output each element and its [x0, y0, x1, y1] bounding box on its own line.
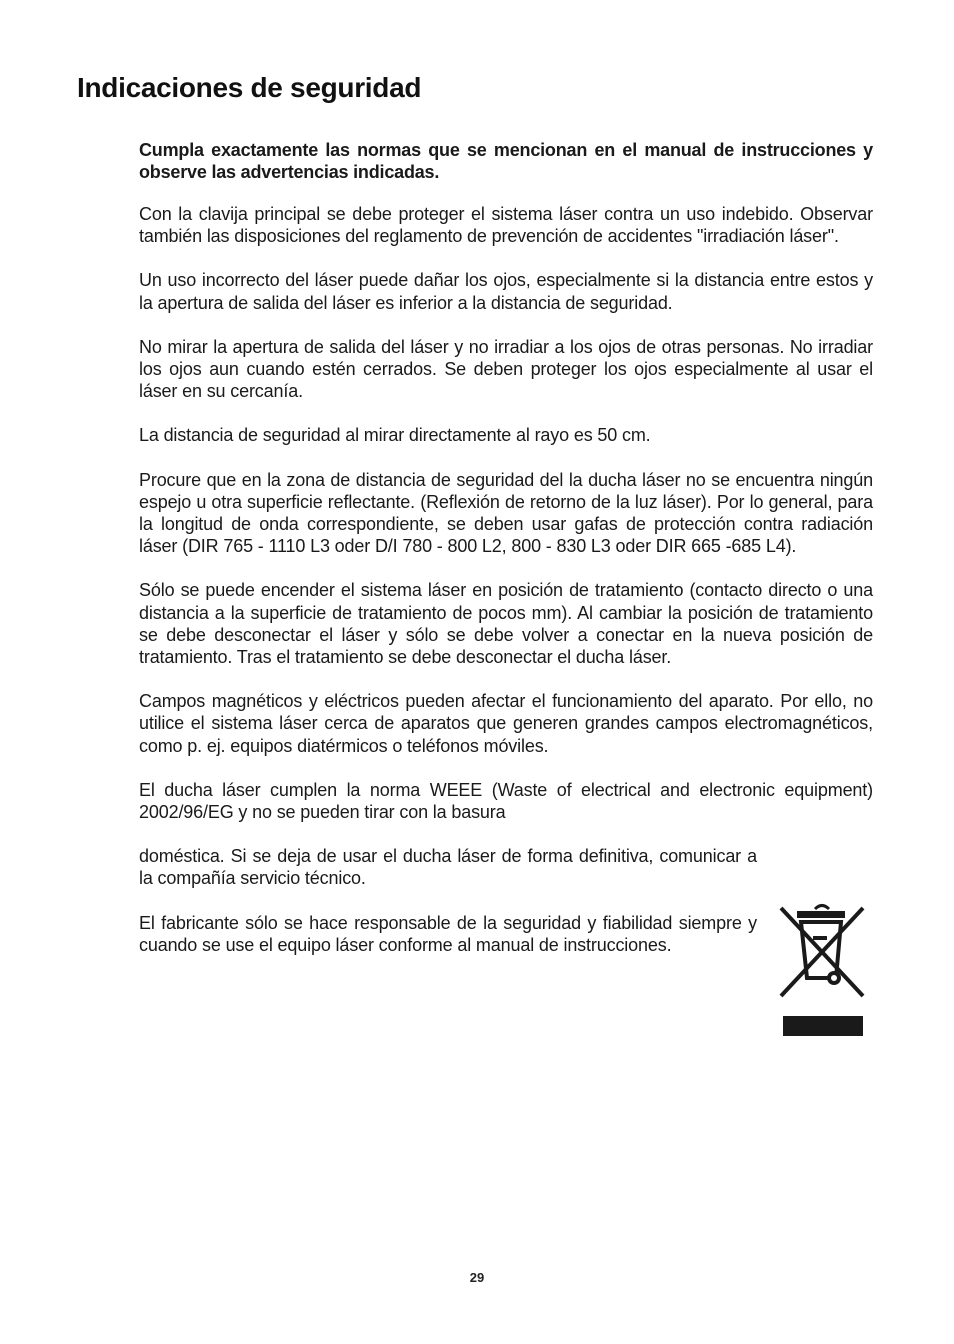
- paragraph: El ducha láser cumplen la norma WEEE (Waste of electrical and electronic equipment) 2002/96/EG y no se pueden tirar con la basura: [139, 779, 873, 823]
- intro-warning: Cumpla exactamente las normas que se mencionan en el manual de instrucciones y observe las advertencias indicadas.: [139, 140, 873, 182]
- paragraph: Procure que en la zona de distancia de seguridad del la ducha láser no se encuentra ningún espejo u otra superficie reflectante. (Reflexión de retorno de la luz láser). Por lo general, para la longitud de onda correspondiente, se deben usar gafas de protección contra radiación láser (DIR 765 - 1110 L3 oder D/I 780 - 800 L2, 800 - 830 L3 oder DIR 665 -685 L4).: [139, 469, 873, 557]
- paragraph: No mirar la apertura de salida del láser y no irradiar a los ojos de otras personas. No irradiar los ojos aun cuando estén cerrados. Se deben proteger los ojos especialmente al usar el láser en su cercanía.: [139, 336, 873, 402]
- paragraph: Campos magnéticos y eléctricos pueden afectar el funcionamiento del aparato. Por ello, no utilice el sistema láser cerca de aparatos que generen grandes campos electromagnéticos, como p. ej. equipos diatérmicos o teléfonos móviles.: [139, 691, 873, 756]
- paragraph: Sólo se puede encender el sistema láser en posición de tratamiento (contacto directo o una distancia a la superficie de tratamiento de pocos mm). Al cambiar la posición de tratamiento se debe desconectar el láser y sólo se debe volver a conectar en la nueva posición de tratamiento. Tras el tratamiento se debe desconectar el ducha láser.: [139, 580, 873, 668]
- crossed-out-wheelie-bin-icon: [775, 900, 867, 1040]
- page-title: Indicaciones de seguridad: [77, 72, 422, 103]
- page-number: 29: [469, 1270, 485, 1285]
- paragraph: El fabricante sólo se hace responsable de la seguridad y fiabilidad siempre y cuando se use el equipo láser conforme al manual de instrucciones.: [139, 912, 757, 955]
- paragraph: doméstica. Si se deja de usar el ducha láser de forma definitiva, comunicar a la compañía servicio técnico.: [139, 846, 757, 889]
- paragraph: Con la clavija principal se debe proteger el sistema láser contra un uso indebido. Observar también las disposiciones del reglamento de prevención de accidentes "irradiación láser".: [139, 204, 873, 247]
- paragraph: Un uso incorrecto del láser puede dañar los ojos, especialmente si la distancia entre estos y la apertura de salida del láser es inferior a la distancia de seguridad.: [139, 270, 873, 313]
- document-body: [139, 139, 873, 978]
- paragraph: La distancia de seguridad al mirar directamente al rayo es 50 cm.: [139, 425, 651, 446]
